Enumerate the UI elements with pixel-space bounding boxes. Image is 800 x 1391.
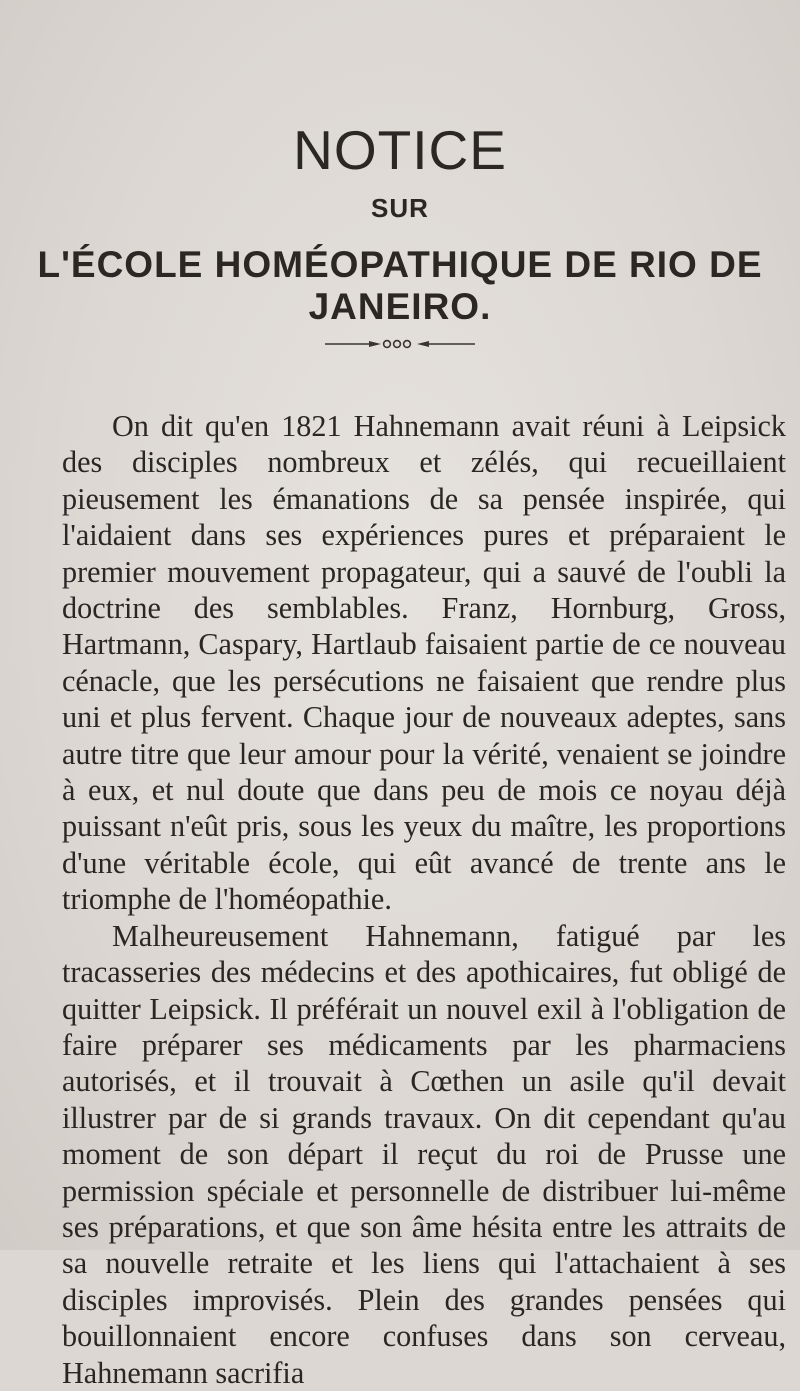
paragraph-1: On dit qu'en 1821 Hahnemann avait réuni à Leipsick des disciples nombreux et zélés, qui recueillaient pieusement les émanations de sa pensée inspirée, qui l'aidaient dans ses expériences pures et préparaient le premier mouvement propagateur, qui a sauvé de l'oubli la doctrine des semblables. Franz, Hornburg, Gross, Hartmann, Caspary, Hartlaub faisaient partie de ce nouveau cénacle, que les persécutions ne faisaient que rendre plus uni et plus fervent. Chaque jour de nouveaux adeptes, sans autre titre que leur amour pour la vérité, venaient se joindre à eux, et nul doute que dans peu de mois ce noyau déjà puissant n'eût pris, sous les yeux du maître, les proportions d'une véritable école, qui eût avancé de trente ans le triomphe de l'homéopathie. <box>62 409 786 917</box>
page-title: NOTICE <box>293 119 507 181</box>
page-subtitle: L'ÉCOLE HOMÉOPATHIQUE DE RIO DE JANEIRO. <box>37 244 763 327</box>
body-text <box>62 408 786 1391</box>
paragraph-2: Malheureusement Hahnemann, fatigué par les tracasseries des médecins et des apothicaires, fut obligé de quitter Leipsick. Il préférait un nouvel exil à l'obligation de faire préparer ses médicaments par les pharmaciens autorisés, et il trouvait à Cœthen un asile qu'il devait illustrer par de si grands travaux. On dit cependant qu'au moment de son départ il reçut du roi de Prusse une permission spéciale et personnelle de distribuer lui-même ses préparations, et que son âme hésita entre les attraits de sa nouvelle retraite et les liens qui l'attachaient à ses disciples improvisés. Plein des grandes pensées qui bouillonnaient encore confuses dans son cerveau, Hahnemann sacrifia <box>62 918 786 1390</box>
title-connector: SUR <box>371 193 429 223</box>
ornament-divider-icon <box>325 338 475 350</box>
